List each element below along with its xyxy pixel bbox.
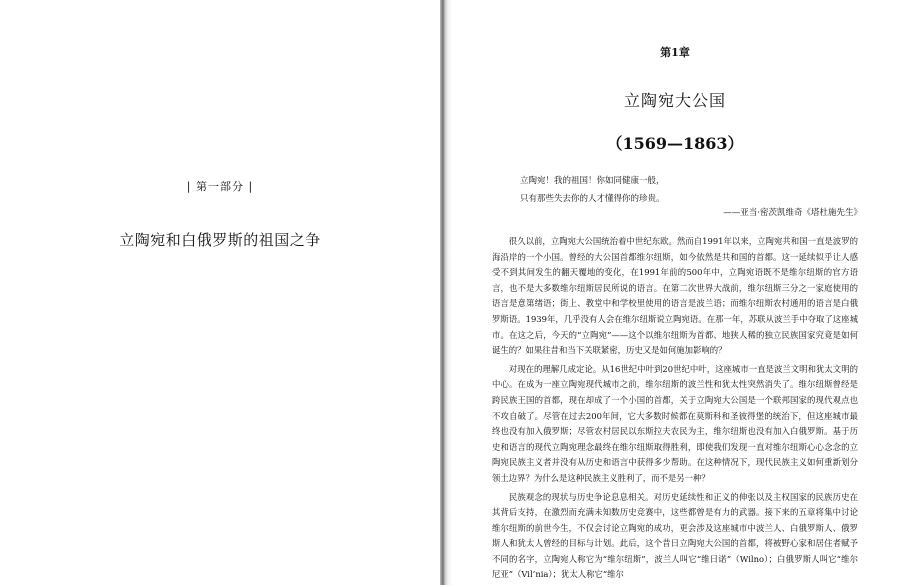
epigraph-line: 立陶宛！我的祖国！你如同健康一般， bbox=[520, 176, 665, 186]
chapter-title: 立陶宛大公国 bbox=[623, 91, 726, 110]
epigraph bbox=[520, 172, 860, 208]
chapter-number: 第1章 bbox=[660, 46, 690, 59]
right-page bbox=[452, 0, 898, 585]
epigraph-line: 只有那些失去你的人才懂得你的珍贵。 bbox=[520, 194, 665, 204]
paragraph: 民族观念的现状与历史争论息息相关。对历史延续性和正义的伸张以及主权国家的民族历史在其背后支持，在激烈而充满未知数历史竞赛中，这些都曾是有力的武器。接下来的五章将集中讨论维尔纽斯的前世今生，不仅会讨论立陶宛的成功，更会涉及这座城市中波兰人、白俄罗斯人、俄罗斯人和犹太人曾经的目标与计划。此后，这个昔日立陶宛大公国的首都，将被野心家和居住者赋予不同的名字，立陶宛人称它为“维尔纽斯”，波兰人叫它“维日诺”（Wilno）；白俄罗斯人叫它“维尔尼亚”（Vil’nia）；犹太人称它“维尔 bbox=[492, 491, 858, 580]
epigraph-attribution: ——亚当·密茨凯维奇《塔杜施先生》 bbox=[723, 208, 862, 218]
chapter-years: （1569—1863） bbox=[606, 134, 744, 153]
left-page bbox=[0, 0, 440, 585]
body-text bbox=[492, 234, 858, 586]
part-label: | 第一部分 | bbox=[186, 180, 254, 193]
part-title: 立陶宛和白俄罗斯的祖国之争 bbox=[119, 231, 321, 249]
paragraph: 很久以前，立陶宛大公国统治着中世纪东欧。然而自1991年以来，立陶宛共和国一直是波罗的海沿岸的一个小国。曾经的大公国首都维尔纽斯，如今依然是共和国的首都。这一延续似乎让人感受不到其间发生的翻天覆地的变化，在1991年前的500年中，立陶宛语既不是维尔纽斯的官方语言，也不是大多数维尔纽斯居民所说的语言。在第二次世界大战前，维尔纽斯三分之一家庭使用的语言是意第绪语；街上、教堂中和学校里使用的语言是波兰语；而维尔纽斯农村通用的语言是白俄罗斯语。1939年，几乎没有人会在维尔纽斯说立陶宛语。在那一年，苏联从波兰手中夺取了这座城市。在这之后，今天的“立陶宛”——这个以维尔纽斯为首都、地狭人稀的独立民族国家究竟是如何诞生的？如果往昔和当下关联紧密，历史又是如何施加影响的？ bbox=[492, 236, 858, 356]
paragraph: 对现在的理解几成定论。从16世纪中叶到20世纪中叶，这座城市一直是波兰文明和犹太文明的中心。在成为一座立陶宛现代城市之前，维尔纽斯的波兰性和犹太性突然消失了。维尔纽斯曾经是跨民族王国的首都，现在却成了一个小国的首都，关于立陶宛大公国是一个联邦国家的现代观点也不攻自破了。尽管在过去200年间，它大多数时候都在莫斯科和圣彼得堡的统治下，但这座城市最终也没有加入俄罗斯；尽管农村居民以东斯拉夫农民为主，维尔纽斯也没有加入白俄罗斯。基于历史和语言的现代立陶宛理念最终在维尔纽斯取得胜利，即使我们发现一直对维尔纽斯心心念念的立陶宛民族主义者并没有从历史和语言中获得多少帮助。在这种情况下，现代民族主义如何重新划分领土边界？为什么是这种民族主义胜利了，而不是另一种？ bbox=[492, 363, 858, 483]
book-spine bbox=[440, 0, 452, 585]
